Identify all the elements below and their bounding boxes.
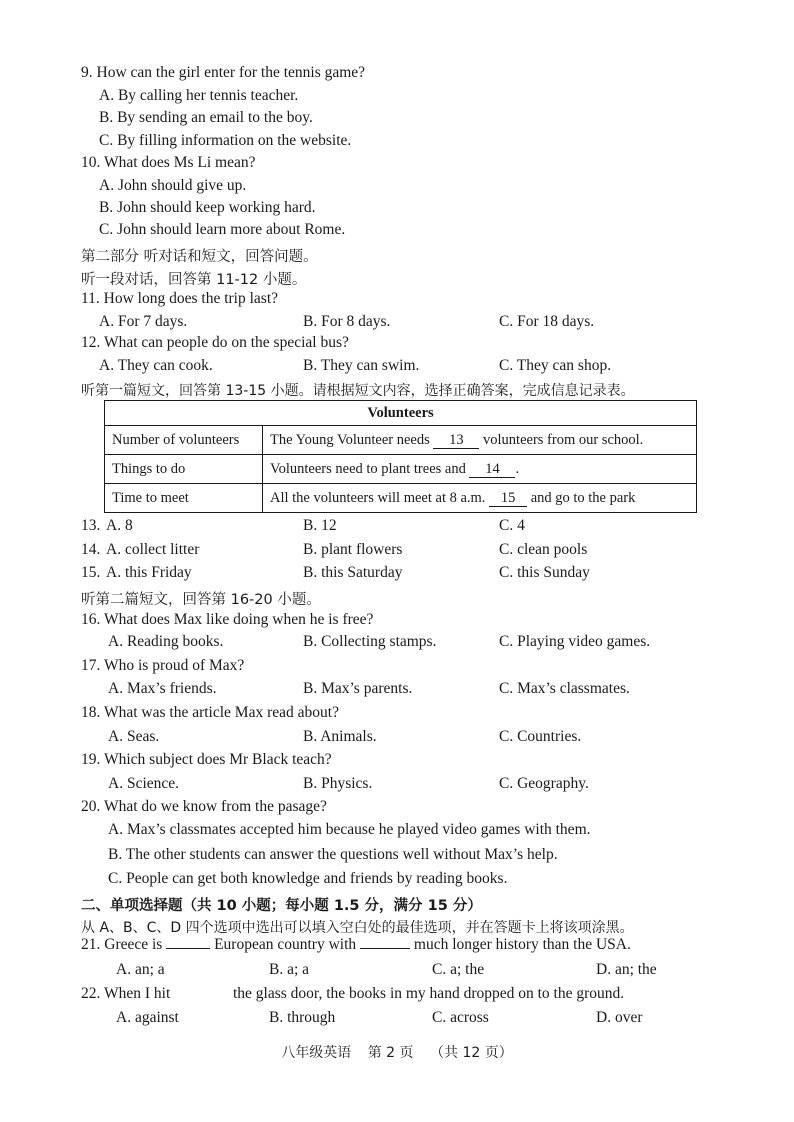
q15-number: 15. — [81, 564, 101, 581]
q12-option-c: C. They can shop. — [499, 357, 612, 374]
blank-15: 15 — [489, 490, 527, 507]
passage2-instruction: 听第二篇短文，回答第 16-20 小题。 — [81, 592, 321, 608]
dialogue-instruction: 听一段对话，回答第 11-12 小题。 — [81, 272, 307, 288]
row-label: Number of volunteers — [105, 426, 263, 455]
q16-option-c: C. Playing video games. — [499, 633, 651, 650]
blank-14: 14 — [469, 461, 515, 478]
footer-page: 第 2 页 — [367, 1045, 414, 1061]
row-label: Things to do — [105, 455, 263, 484]
q15-option-b: B. this Saturday — [303, 564, 403, 581]
q11-option-b: B. For 8 days. — [303, 313, 391, 330]
table-row — [105, 426, 697, 455]
question-21: 21. Greece is European country with much longer history than the USA. — [81, 936, 631, 953]
question-20: 20. What do we know from the pasage? — [81, 798, 327, 815]
q12-option-b: B. They can swim. — [303, 357, 420, 374]
row-content: The Young Volunteer needs 13 volunteers from our school. — [263, 426, 697, 455]
q20-option-c: C. People can get both knowledge and friends by reading books. — [108, 870, 508, 887]
question-10: 10. What does Ms Li mean? — [81, 154, 256, 171]
q11-option-c: C. For 18 days. — [499, 313, 595, 330]
q13-option-a: A. 8 — [106, 517, 133, 534]
blank-13: 13 — [433, 432, 479, 449]
section2-heading: 二、单项选择题（共 10 小题；每小题 1.5 分，满分 15 分） — [81, 898, 482, 914]
q21-option-b: B. a; a — [269, 961, 310, 978]
q19-option-b: B. Physics. — [303, 775, 373, 792]
question-22-rest: the glass door, the books in my hand dropped on to the ground. — [233, 985, 625, 1002]
q9-option-a: A. By calling her tennis teacher. — [99, 87, 299, 104]
q17-option-b: B. Max’s parents. — [303, 680, 413, 697]
q18-option-c: C. Countries. — [499, 728, 582, 745]
q10-option-a: A. John should give up. — [99, 177, 247, 194]
part2-heading: 第二部分 听对话和短文，回答问题。 — [81, 249, 318, 265]
q10-option-b: B. John should keep working hard. — [99, 199, 316, 216]
q19-option-c: C. Geography. — [499, 775, 589, 792]
q15-option-c: C. this Sunday — [499, 564, 590, 581]
q15-option-a: A. this Friday — [106, 564, 192, 581]
q18-option-a: A. Seas. — [108, 728, 160, 745]
question-18: 18. What was the article Max read about? — [81, 704, 339, 721]
volunteers-table — [104, 400, 697, 513]
q22-option-c: C. across — [432, 1009, 489, 1026]
q13-number: 13. — [81, 517, 101, 534]
row-content: Volunteers need to plant trees and 14 . — [263, 455, 697, 484]
q21-option-c: C. a; the — [432, 961, 485, 978]
table-row — [105, 484, 697, 513]
q17-option-a: A. Max’s friends. — [108, 680, 217, 697]
table-row — [105, 455, 697, 484]
q9-option-c: C. By filling information on the website. — [99, 132, 352, 149]
q12-option-a: A. They can cook. — [99, 357, 213, 374]
q22-option-b: B. through — [269, 1009, 336, 1026]
q22-option-a: A. against — [116, 1009, 179, 1026]
blank — [360, 948, 410, 949]
q18-option-b: B. Animals. — [303, 728, 377, 745]
q16-option-a: A. Reading books. — [108, 633, 224, 650]
question-16: 16. What does Max like doing when he is free? — [81, 611, 374, 628]
q11-option-a: A. For 7 days. — [99, 313, 188, 330]
passage1-instruction: 听第一篇短文，回答第 13-15 小题。请根据短文内容，选择正确答案，完成信息记录表。 — [81, 383, 635, 399]
q14-number: 14. — [81, 541, 101, 558]
q13-option-c: C. 4 — [499, 517, 525, 534]
q21-option-a: A. an; a — [116, 961, 165, 978]
q9-option-b: B. By sending an email to the boy. — [99, 109, 313, 126]
row-content: All the volunteers will meet at 8 a.m. 15 and go to the park — [263, 484, 697, 513]
q16-option-b: B. Collecting stamps. — [303, 633, 437, 650]
q22-option-d: D. over — [596, 1009, 643, 1026]
q13-option-b: B. 12 — [303, 517, 337, 534]
q14-option-b: B. plant flowers — [303, 541, 403, 558]
q14-option-c: C. clean pools — [499, 541, 588, 558]
question-22: 22. When I hit — [81, 985, 171, 1002]
footer-subject: 八年级英语 — [281, 1045, 352, 1061]
q21-option-d: D. an; the — [596, 961, 657, 978]
question-19: 19. Which subject does Mr Black teach? — [81, 751, 332, 768]
q10-option-c: C. John should learn more about Rome. — [99, 221, 346, 238]
question-9: 9. How can the girl enter for the tennis game? — [81, 64, 366, 81]
q14-option-a: A. collect litter — [106, 541, 200, 558]
q20-option-b: B. The other students can answer the questions well without Max’s help. — [108, 846, 558, 863]
blank — [166, 948, 210, 949]
q20-option-a: A. Max’s classmates accepted him because he played video games with them. — [108, 821, 591, 838]
page-footer — [0, 1042, 794, 1062]
footer-total: （共 12 页） — [430, 1045, 513, 1061]
question-11: 11. How long does the trip last? — [81, 290, 279, 307]
question-12: 12. What can people do on the special bus? — [81, 334, 349, 351]
table-title: Volunteers — [105, 401, 697, 426]
q17-option-c: C. Max’s classmates. — [499, 680, 630, 697]
q19-option-a: A. Science. — [108, 775, 180, 792]
row-label: Time to meet — [105, 484, 263, 513]
question-17: 17. Who is proud of Max? — [81, 657, 245, 674]
section2-instruction: 从 A、B、C、D 四个选项中选出可以填入空白处的最佳选项，并在答题卡上将该项涂黑。 — [81, 920, 634, 936]
